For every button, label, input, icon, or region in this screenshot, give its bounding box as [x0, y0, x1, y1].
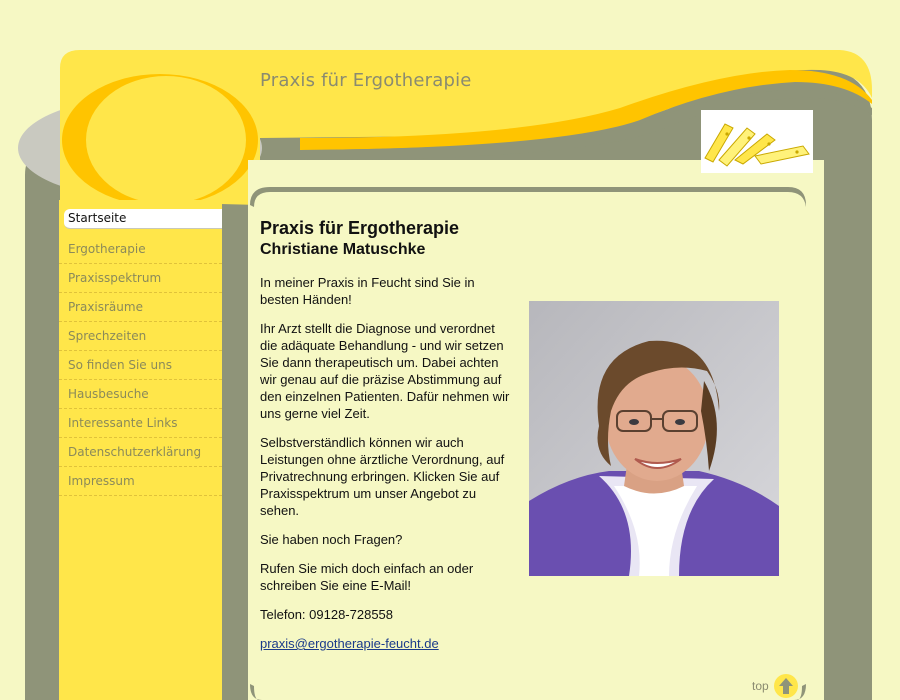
sidebar-item-so-finden-sie-uns[interactable]: So finden Sie uns: [59, 351, 222, 380]
site-title: Praxis für Ergotherapie: [260, 70, 472, 91]
sidebar-nav: [59, 205, 222, 496]
portrait-photo: [529, 301, 779, 576]
building-blocks-icon: [701, 110, 813, 173]
diagnosis-paragraph: Ihr Arzt stellt die Diagnose und verordnet die adäquate Behandlung - und wir setzen Sie dann therapeutisch um. Dabei achten wir genau auf die präzise Abstimmung auf den einzelnen Patienten. Dafür nehmen wir uns gerne viel Zeit.: [260, 321, 510, 421]
back-to-top-button[interactable]: [752, 674, 799, 698]
logo-building-blocks-icon[interactable]: [701, 110, 813, 173]
text-column: [260, 274, 512, 652]
top-label: top: [752, 679, 769, 693]
page-subtitle: Christiane Matuschke: [260, 241, 426, 258]
sidebar-item-startseite[interactable]: Startseite: [64, 209, 222, 229]
sidebar-item-interessante-links[interactable]: Interessante Links: [59, 409, 222, 438]
sidebar-item-sprechzeiten[interactable]: Sprechzeiten: [59, 322, 222, 351]
intro-paragraph: In meiner Praxis in Feucht sind Sie in besten Händen!: [260, 275, 475, 307]
questions-paragraph: Sie haben noch Fragen?: [260, 532, 403, 547]
private-paragraph: Selbstverständlich können wir auch Leistungen ohne ärztliche Verordnung, auf Privatrechnung erbringen. Klicken Sie auf Praxisspektrum um unser Angebot zu sehen.: [260, 435, 505, 518]
phone-paragraph: Telefon: 09128-728558: [260, 607, 394, 622]
arrow-up-icon: [773, 674, 799, 698]
contact-paragraph: Rufen Sie mich doch einfach an oder schreiben Sie eine E-Mail!: [260, 561, 474, 593]
email-link[interactable]: praxis@ergotherapie-feucht.de: [260, 636, 439, 651]
sidebar-item-praxisraeume[interactable]: Praxisräume: [59, 293, 222, 322]
sidebar-item-praxisspektrum[interactable]: Praxisspektrum: [59, 264, 222, 293]
sidebar-item-datenschutz[interactable]: Datenschutzerklärung: [59, 438, 222, 467]
sidebar-item-impressum[interactable]: Impressum: [59, 467, 222, 496]
sidebar-item-ergotherapie[interactable]: Ergotherapie: [59, 235, 222, 264]
sidebar-item-hausbesuche[interactable]: Hausbesuche: [59, 380, 222, 409]
page-title: Praxis für Ergotherapie: [260, 218, 460, 238]
